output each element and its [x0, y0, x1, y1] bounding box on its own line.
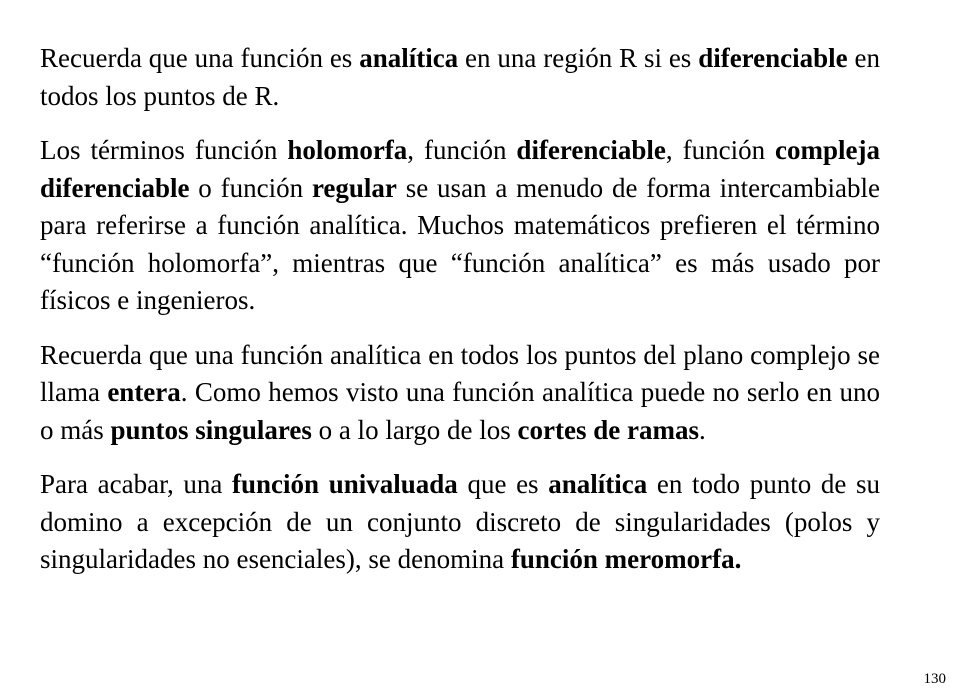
page-number: 130: [923, 671, 946, 687]
text-run: en todos los puntos de R.: [40, 43, 881, 111]
term-diferenciable: diferenciable: [698, 43, 848, 73]
paragraph-synonyms: [40, 132, 880, 320]
text-run: que es: [457, 469, 549, 499]
text-run: Para acabar, una: [40, 469, 233, 499]
text-run: Recuerda que una función analítica en todos los puntos del plano complejo se llama: [40, 339, 880, 407]
paragraph-analytic-definition: [40, 40, 880, 115]
text-run: Recuerda que una función es: [40, 43, 360, 73]
text-run: o a lo largo de los: [311, 414, 518, 445]
term-regular: regular: [311, 172, 397, 203]
text-run: , función: [407, 135, 517, 165]
term-analitica: analítica: [359, 43, 459, 73]
text-run: , función: [665, 135, 776, 165]
paragraph-entire-function: [40, 337, 880, 450]
paragraph-meromorphic: [40, 466, 880, 579]
text-run: en todo punto de su domino a excepción de un conjunto discreto de singularidades (polos y singularidades no esenciales), se denomina: [40, 469, 880, 574]
slide-content: [40, 40, 880, 596]
term-diferenciable: diferenciable: [516, 135, 666, 165]
term-holomorfa: holomorfa: [287, 135, 408, 165]
term-puntos-singulares: puntos singulares: [110, 414, 312, 445]
term-analitica: analítica: [548, 469, 648, 499]
text-run: se usan a menudo de forma intercambiable para referirse a función analítica. Muchos matemáticos prefieren el término “función holomorfa”, mientras que “función analítica” es más usado por físicos e ingenieros.: [40, 172, 880, 315]
text-run: Los términos función: [40, 135, 288, 165]
text-run: . Como hemos visto una función analítica puede no serlo en uno o más: [40, 377, 880, 445]
term-funcion-univaluada: función univaluada: [232, 469, 458, 499]
text-run: .: [698, 414, 706, 445]
text-run: en una región R si es: [458, 43, 699, 73]
text-run: o función: [189, 172, 312, 203]
term-cortes-de-ramas: cortes de ramas: [517, 414, 699, 445]
term-funcion-meromorfa: función meromorfa.: [510, 544, 742, 574]
term-compleja-diferenciable: compleja diferenciable: [40, 135, 880, 203]
term-entera: entera: [107, 377, 181, 407]
